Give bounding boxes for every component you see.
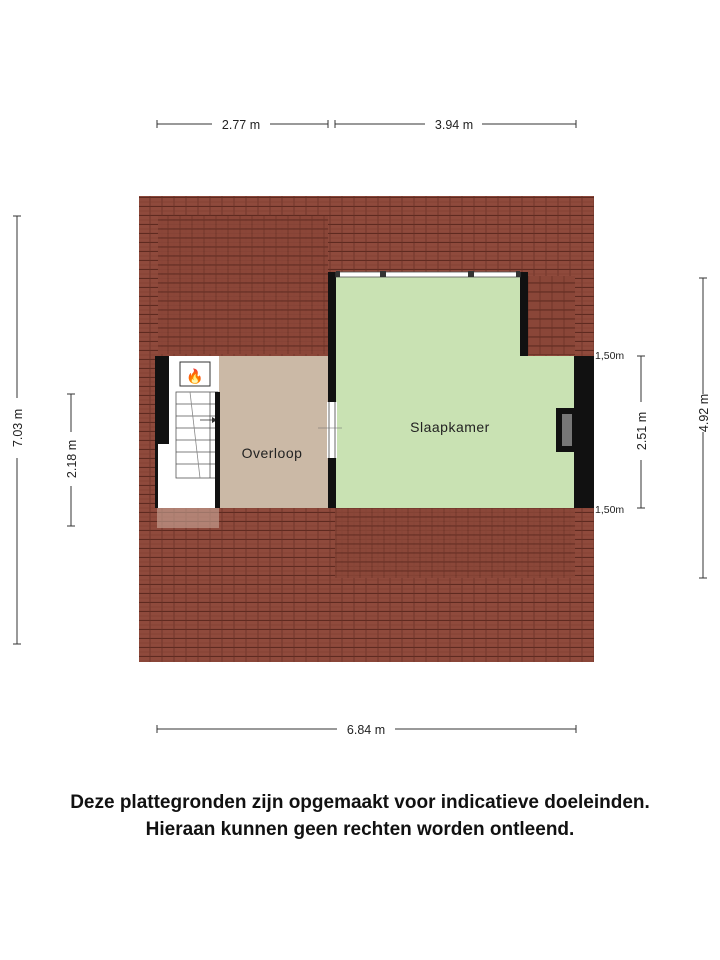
disclaimer-line-1: Deze plattegronden zijn opgemaakt voor indicatieve doeleinden.: [70, 792, 650, 813]
chimney: [562, 414, 572, 446]
dimension-top-right: 3.94 m: [434, 118, 474, 132]
room-label-overloop: Overloop: [241, 445, 303, 461]
overloop-floor: [218, 356, 328, 508]
staircase: [176, 392, 218, 478]
dimension-top-left: 2.77 m: [221, 118, 261, 132]
flame-icon: 🔥: [186, 368, 204, 384]
dimension-left-inner: 2.18 m: [65, 439, 79, 479]
dimension-right-inner: 2.51 m: [635, 411, 649, 451]
dormer-window: [336, 271, 520, 277]
room-label-slaapkamer: Slaapkamer: [410, 419, 490, 435]
roof-bottom-panel: [335, 508, 575, 578]
dimension-left-outer: 7.03 m: [11, 408, 25, 448]
stair-landing-bottom: [157, 508, 219, 528]
roof-right-dormer-tiles: [528, 276, 575, 355]
roof-top-left-panel: [158, 216, 328, 354]
height-right-top: 1,50m: [595, 350, 625, 362]
dimension-bottom: 6.84 m: [346, 723, 386, 737]
height-right-bottom: 1,50m: [595, 504, 625, 516]
disclaimer-line-2: Hieraan kunnen geen rechten worden ontleend.: [145, 819, 575, 840]
dimension-right-outer: 4.92 m: [697, 393, 711, 433]
